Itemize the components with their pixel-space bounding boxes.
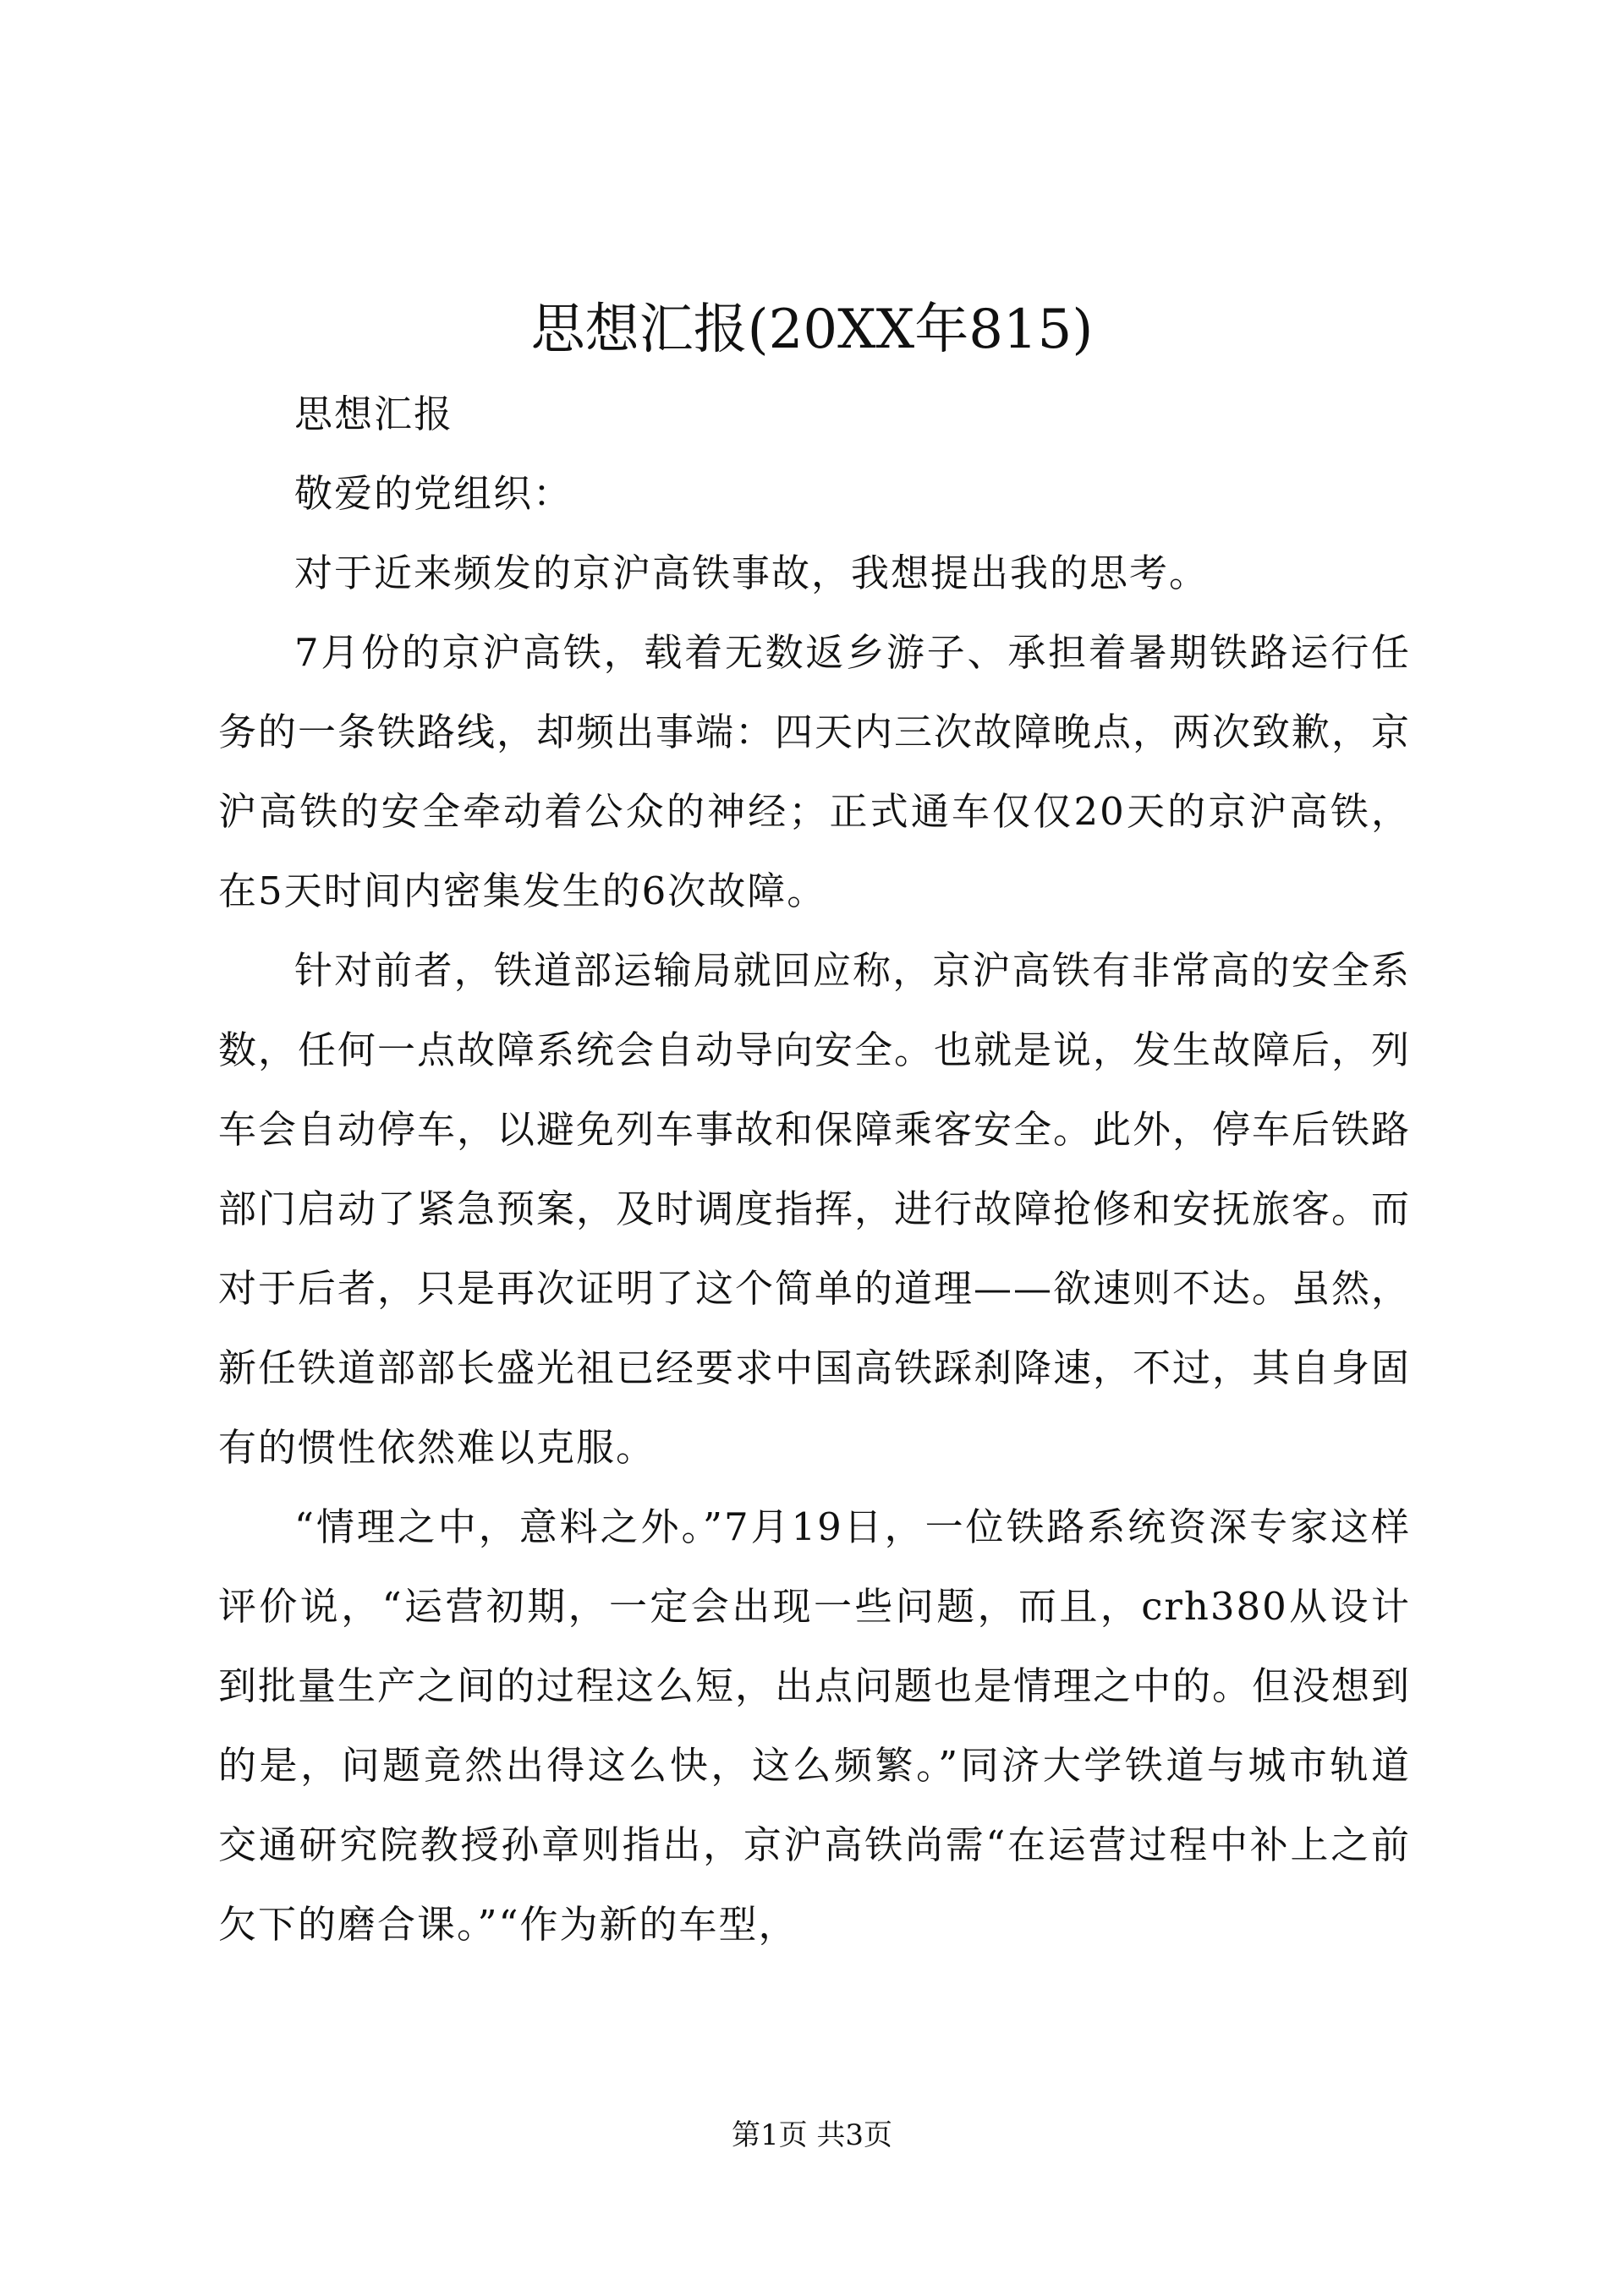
document-title: 思想汇报(20XX年815)	[530, 299, 1094, 361]
paragraph-heading: 思想汇报	[294, 392, 454, 436]
paragraph: 7月份的京沪高铁，载着无数返乡游子、承担着暑期铁路运行任务的一条铁路线，却频出事端：四天内三次故障晚点，两次致歉，京沪高铁的安全牵动着公众的神经；正式通车仅仅20天的京沪高铁，在5天时间内密集发生的6次故障。	[218, 630, 1412, 913]
paragraph: 对于近来频发的京沪高铁事故，我想提出我的思考。	[294, 551, 1210, 595]
page-footer: 第1页 共3页	[731, 2118, 893, 2152]
paragraph: “情理之中，意料之外。”7月19日，一位铁路系统资深专家这样评价说，“运营初期，一定会出现一些问题，而且，crh380从设计到批量生产之间的过程这么短，出点问题也是情理之中的。但没想到的是，问题竟然出得这么快，这么频繁。”同济大学铁道与城市轨道交通研究院教授孙章则指出，京沪高铁尚需“在运营过程中补上之前欠下的磨合课。”“作为新的车型，	[218, 1504, 1412, 1947]
paragraph: 针对前者，铁道部运输局就回应称，京沪高铁有非常高的安全系数，任何一点故障系统会自动导向安全。也就是说，发生故障后，列车会自动停车，以避免列车事故和保障乘客安全。此外，停车后铁路部门启动了紧急预案，及时调度指挥，进行故障抢修和安抚旅客。而对于后者，只是再次证明了这个简单的道理——欲速则不达。虽然，新任铁道部部长盛光祖已经要求中国高铁踩刹降速，不过，其自身固有的惯性依然难以克服。	[218, 948, 1412, 1470]
paragraph-salutation: 敬爱的党组织：	[294, 471, 573, 516]
document-body	[218, 375, 1411, 1964]
